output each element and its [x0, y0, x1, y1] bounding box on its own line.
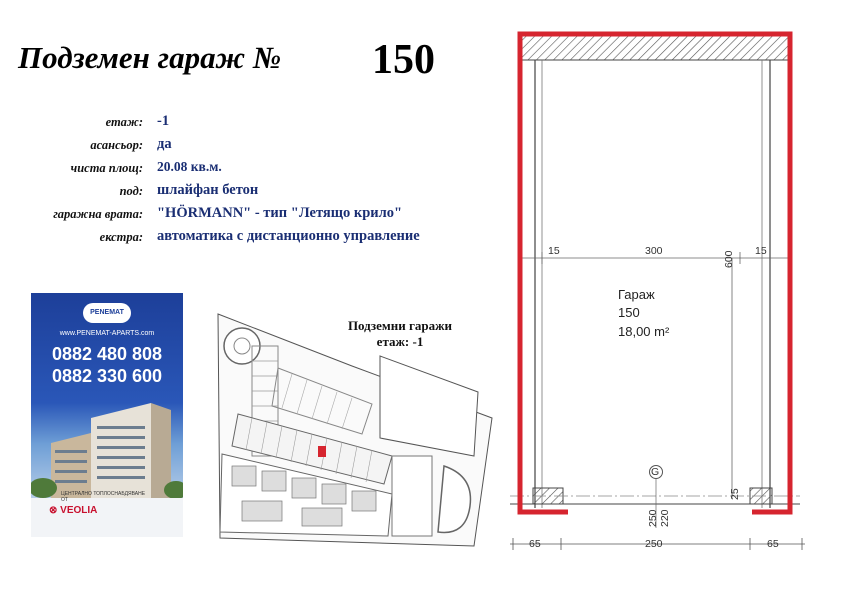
door-value: "HÖRMANN" - тип "Летящо крило" — [157, 205, 403, 221]
dim-door-b: 220 — [659, 509, 671, 527]
floor-value: -1 — [157, 113, 170, 129]
room-name: Гараж — [618, 287, 655, 302]
dim-bottom-left: 65 — [529, 538, 541, 550]
dim-bottom-right: 65 — [767, 538, 779, 550]
floor-label: етаж: — [105, 115, 143, 129]
flooring-label: под: — [119, 184, 143, 198]
building-illustration — [31, 388, 183, 498]
room-number: 150 — [618, 305, 640, 320]
page-title: Подземен гараж № — [18, 40, 282, 75]
dim-bottom-center: 250 — [645, 538, 663, 550]
area-label: чиста площ: — [70, 161, 143, 175]
dim-door-height: 25 — [729, 488, 741, 500]
dim-side: 600 — [723, 250, 735, 268]
marker-label: G — [651, 466, 660, 478]
elevator-value: да — [157, 136, 172, 152]
door-label: гаражна врата: — [53, 207, 143, 221]
area-value: 20.08 кв.м. — [157, 159, 222, 174]
garage-number: 150 — [372, 37, 435, 83]
ad-note: ЦЕНТРАЛНО ТОПЛОСНАБДЯВАНЕ ОТ — [61, 491, 146, 503]
floor-plan-drawing — [500, 28, 820, 568]
dim-top-center: 300 — [645, 245, 663, 257]
ad-phone-1: 0882 480 808 — [51, 344, 163, 364]
extra-label: екстра: — [99, 230, 143, 244]
ad-phone-2: 0882 330 600 — [51, 366, 163, 386]
room-area: 18,00 m² — [618, 324, 670, 339]
dim-door-a: 250 — [647, 509, 659, 527]
site-plan-title: Подземни гаражи етаж: -1 — [347, 318, 453, 349]
advertisement-banner — [31, 293, 183, 537]
dim-top-left: 15 — [548, 245, 560, 257]
ad-website: www.PENEMAT-APARTS.com — [59, 330, 155, 337]
dim-top-right: 15 — [755, 245, 767, 257]
partner-logo: ⊗ VEOLIA — [49, 505, 98, 516]
flooring-value: шлайфан бетон — [157, 182, 259, 198]
extra-value: автоматика с дистанционно управление — [157, 228, 420, 244]
elevator-label: асансьор: — [90, 138, 143, 152]
garage-outline — [520, 34, 790, 512]
highlighted-garage-marker — [318, 446, 326, 457]
brand-logo: PENEMAT — [83, 303, 131, 323]
